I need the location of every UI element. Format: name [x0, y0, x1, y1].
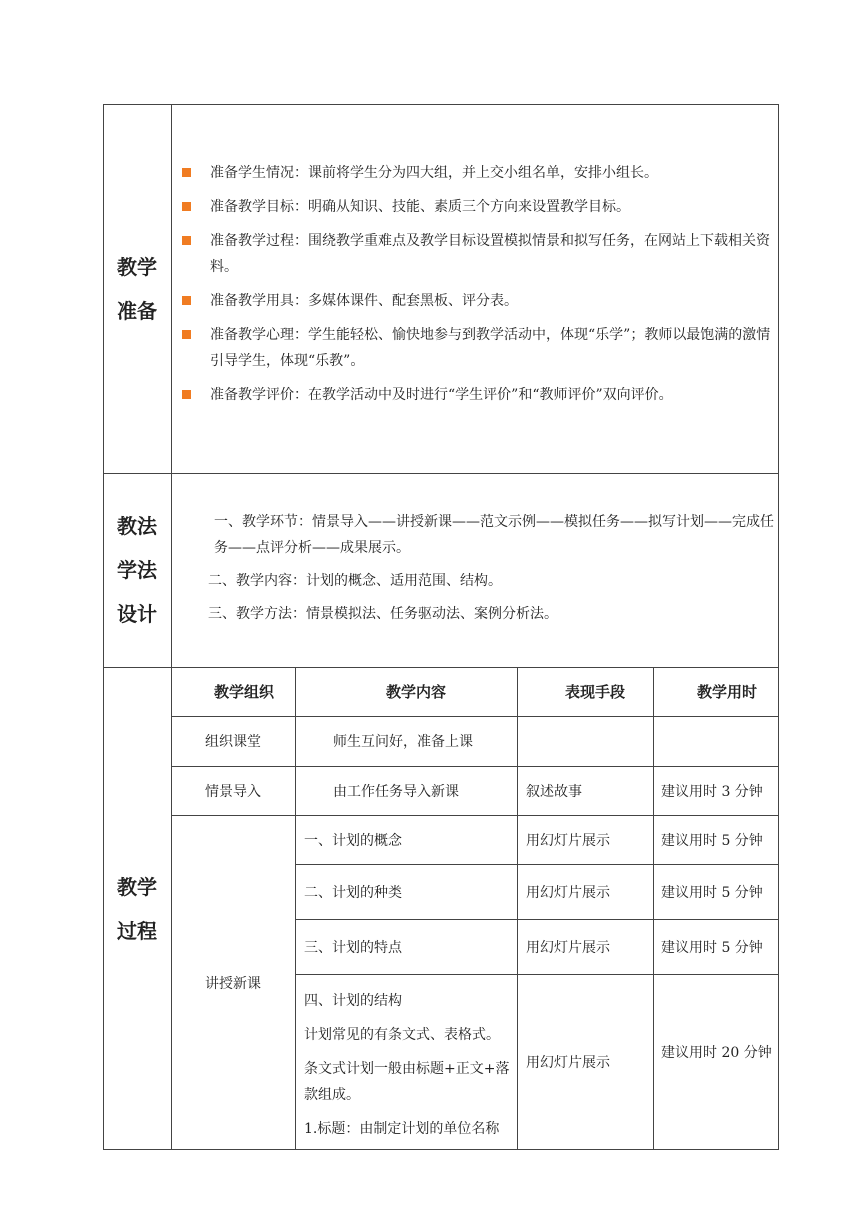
section-label-method: 教法 学法 设计 — [117, 514, 157, 626]
table-cell-content: 四、计划的结构 计划常见的有条文式、表格式。 条文式计划一般由标题+正文+落款组成。 1.标题：由制定计划的单位名称 — [304, 993, 510, 1137]
bullet-square-icon — [182, 390, 191, 399]
table-cell-time: 建议用时 20 分钟 — [661, 1045, 772, 1061]
table-cell-content: 三、计划的特点 — [304, 940, 402, 956]
list-item: 三、教学方法：情景模拟法、任务驱动法、案例分析法。 — [208, 606, 558, 622]
table-border-top — [103, 104, 779, 105]
table-divider — [295, 864, 778, 865]
list-item: 一、教学环节：情景导入——讲授新课——范文示例——模拟任务——拟写计划——完成任务——点评分析——成果展示。 — [214, 514, 774, 556]
table-cell-time: 建议用时 5 分钟 — [661, 940, 763, 956]
bullet-square-icon — [182, 330, 191, 339]
table-cell-means: 用幻灯片展示 — [526, 833, 610, 849]
table-cell-org: 讲授新课 — [205, 976, 261, 992]
table-cell-time: 建议用时 5 分钟 — [661, 885, 763, 901]
section-label-prep: 教学 准备 — [117, 255, 157, 323]
list-item: 准备学生情况：课前将学生分为四大组，并上交小组名单，安排小组长。 — [180, 160, 772, 186]
list-item: 准备教学用具：多媒体课件、配套黑板、评分表。 — [180, 288, 772, 314]
table-divider — [517, 667, 518, 1149]
table-cell-means: 用幻灯片展示 — [526, 1055, 610, 1071]
table-divider — [295, 667, 296, 1149]
list-item: 二、教学内容：计划的概念、适用范围、结构。 — [208, 573, 502, 589]
table-cell-content: 师生互问好，准备上课 — [333, 734, 473, 750]
table-cell-time: 建议用时 3 分钟 — [661, 784, 763, 800]
list-item: 准备教学心理：学生能轻松、愉快地参与到教学活动中，体现“乐学”；教师以最饱满的激情引导学生，体现“乐教”。 — [180, 322, 772, 374]
table-cell-means: 叙述故事 — [526, 784, 582, 800]
list-item: 准备教学目标：明确从知识、技能、素质三个方向来设置教学目标。 — [180, 194, 772, 220]
table-cell-content: 一、计划的概念 — [304, 833, 402, 849]
column-header-content: 教学内容 — [386, 683, 447, 701]
column-header-time: 教学用时 — [697, 683, 758, 701]
table-cell-content: 二、计划的种类 — [304, 885, 402, 901]
method-list — [208, 509, 774, 634]
list-item: 准备教学评价：在教学活动中及时进行“学生评价”和“教师评价”双向评价。 — [180, 382, 772, 408]
table-divider — [171, 815, 778, 816]
bullet-square-icon — [182, 202, 191, 211]
bullet-square-icon — [182, 236, 191, 245]
column-header-org: 教学组织 — [214, 683, 275, 701]
table-divider — [653, 667, 654, 1149]
table-border-right — [778, 104, 779, 1150]
table-cell-time: 建议用时 5 分钟 — [661, 833, 763, 849]
bullet-square-icon — [182, 296, 191, 305]
table-cell-org: 情景导入 — [205, 784, 261, 800]
table-cell-org: 组织课堂 — [205, 734, 261, 750]
list-item: 准备教学过程：围绕教学重难点及教学目标设置模拟情景和拟写任务，在网站上下载相关资料。 — [180, 228, 772, 280]
table-divider — [171, 716, 778, 717]
table-cell-means: 用幻灯片展示 — [526, 885, 610, 901]
column-header-means: 表现手段 — [565, 683, 626, 701]
bullet-square-icon — [182, 168, 191, 177]
table-divider — [295, 974, 778, 975]
prep-list — [180, 160, 772, 416]
table-divider — [171, 104, 172, 1150]
table-divider — [295, 919, 778, 920]
section-label-process: 教学 过程 — [117, 875, 157, 943]
table-divider — [171, 766, 778, 767]
table-cell-content: 由工作任务导入新课 — [333, 784, 459, 800]
table-cell-means: 用幻灯片展示 — [526, 940, 610, 956]
table-divider — [103, 473, 779, 474]
